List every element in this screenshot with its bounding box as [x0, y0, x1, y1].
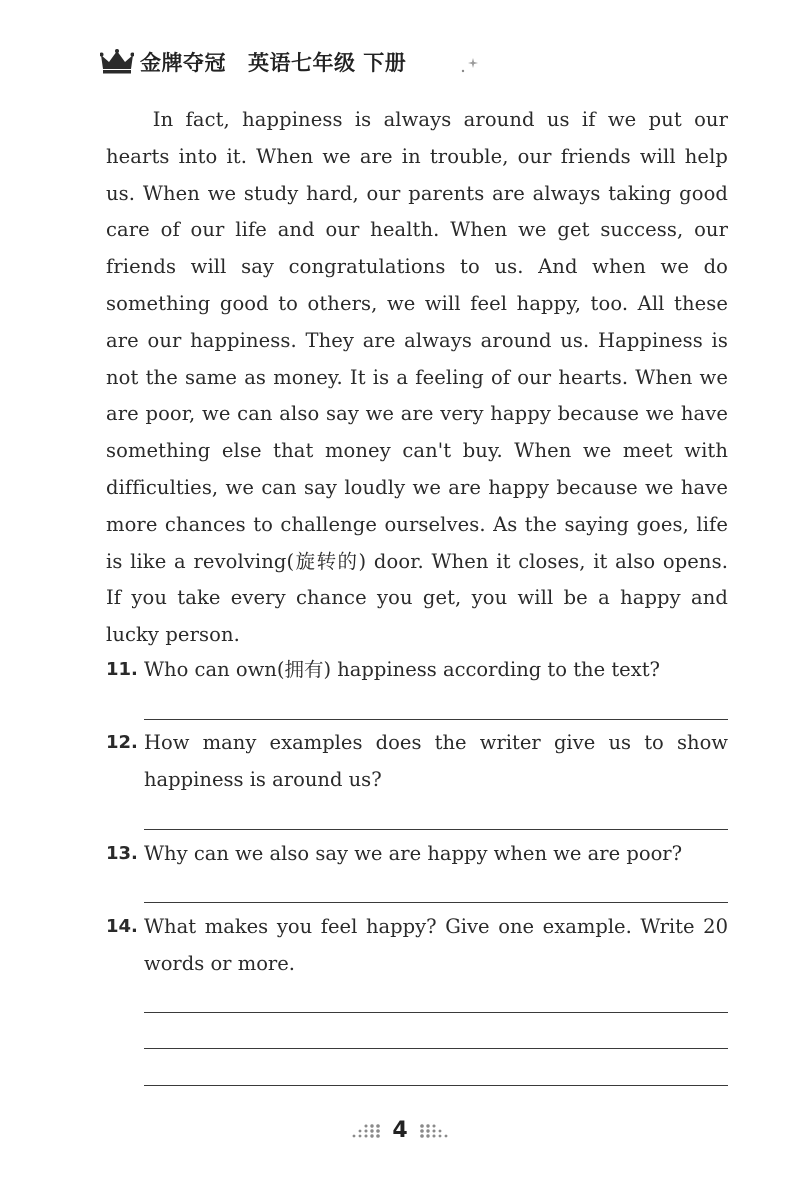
- question-text: What makes you feel happy? Give one example. Write 20 words or more.: [144, 915, 728, 975]
- page-number: 4: [392, 1118, 408, 1143]
- question-number: 11.: [106, 659, 138, 680]
- answer-line[interactable]: [144, 829, 728, 830]
- answer-line[interactable]: [144, 902, 728, 903]
- reading-passage: In fact, happiness is always around us if we put our hearts into it. When we are in trouble, our friends will help us. When we study hard, our parents are always taking good care of our life and our health. When we get success, our friends will say congratulations to us. And when we do something good to others, we will feel happy, too. All these are our happiness. They are always around us. Happiness is not the same as money. It is a feeling of our hearts. When we are poor, we can also say we are very happy because we have something else that money can't buy. When we meet with difficulties, we can say loudly we are happy because we have more chances to challenge ourselves. As the saying goes, life is like a revolving(旋转的) door. When it closes, it also opens. If you take every chance you get, you will be a happy and lucky person.: [106, 108, 728, 647]
- page-header: [100, 44, 406, 80]
- answer-line[interactable]: [144, 1048, 728, 1049]
- question-text: How many examples does the writer give us to show happiness is around us?: [144, 731, 728, 791]
- question-text: Who can own(拥有) happiness according to the text?: [144, 658, 661, 681]
- question-13: [106, 836, 728, 873]
- question-11: [106, 652, 728, 689]
- question-text: Why can we also say we are happy when we are poor?: [144, 842, 683, 865]
- subject-title: 英语七年级 下册: [248, 51, 407, 75]
- sparkle-icon: [460, 56, 480, 76]
- answer-line[interactable]: [144, 1012, 728, 1013]
- page-footer: [0, 1118, 800, 1143]
- question-number: 12.: [106, 732, 138, 753]
- question-12: [106, 725, 728, 799]
- answer-line[interactable]: [144, 719, 728, 720]
- question-14: [106, 909, 728, 983]
- dot-grid-icon: [348, 1120, 382, 1142]
- dot-grid-icon: [418, 1120, 452, 1142]
- answer-line[interactable]: [144, 1085, 728, 1086]
- crown-icon: [100, 49, 134, 75]
- question-number: 13.: [106, 843, 138, 864]
- question-number: 14.: [106, 916, 138, 937]
- series-title: 金牌夺冠: [140, 51, 226, 75]
